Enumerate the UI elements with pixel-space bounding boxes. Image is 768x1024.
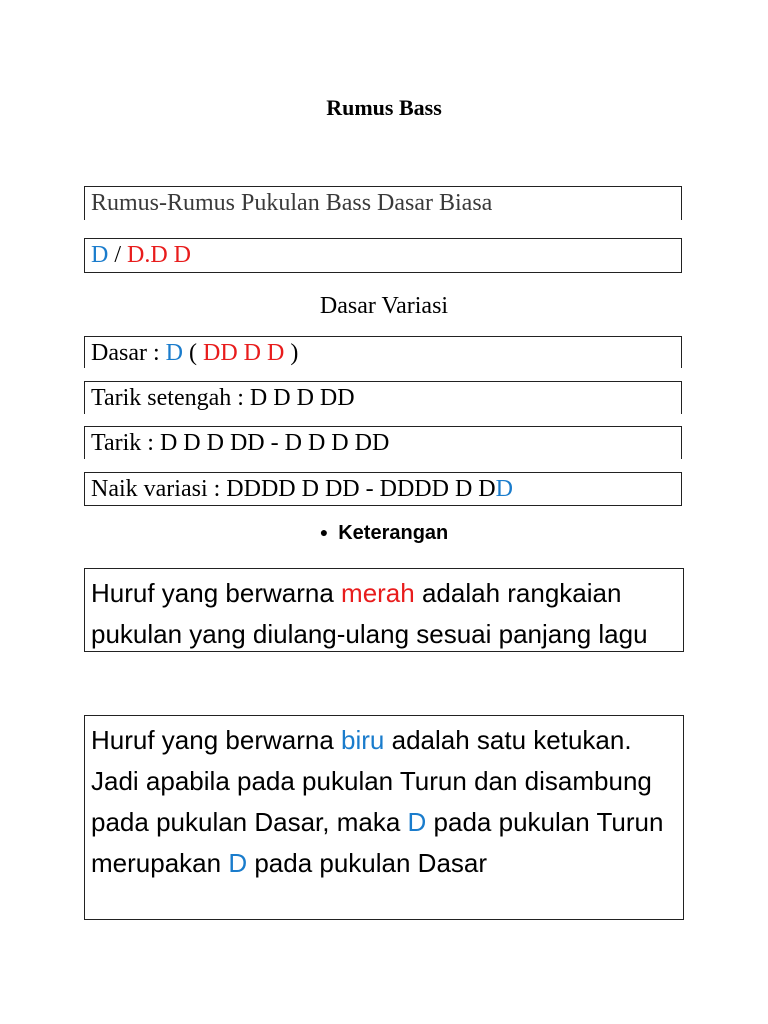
- header-box: Rumus-Rumus Pukulan Bass Dasar Biasa: [84, 186, 682, 220]
- note-2-part-2: adalah satu ketukan. Jadi apabila pada pukulan Turun dan disambung pada pukulan Dasar, maka: [91, 725, 652, 837]
- naik-variasi-black-part: Naik variasi : DDDD D DD - DDDD D D: [91, 476, 496, 502]
- keterangan-label: Keterangan: [338, 522, 449, 544]
- section-title: Dasar Variasi: [319, 293, 449, 319]
- pattern-red-part: D.D D: [127, 242, 192, 268]
- pattern-blue-part: D: [91, 242, 109, 268]
- note-2-part-4: pada pukulan Dasar: [247, 848, 488, 878]
- note-2-part-1: Huruf yang berwarna: [91, 725, 342, 755]
- tarik-box: Tarik : D D D DD - D D D DD: [84, 426, 682, 459]
- dasar-close-paren: ): [284, 340, 299, 366]
- dasar-red-part: DD D D: [202, 340, 285, 366]
- dasar-box: [84, 336, 682, 368]
- pattern-separator: /: [108, 242, 128, 268]
- dasar-prefix: Dasar :: [91, 340, 166, 366]
- tarik-setengah-box: Tarik setengah : D D D DD: [84, 381, 682, 414]
- dasar-blue-part: D: [165, 340, 183, 366]
- note-1-highlight: merah: [341, 578, 415, 608]
- note-1-before: Huruf yang berwarna: [91, 578, 342, 608]
- note-2-highlight-1: biru: [341, 725, 385, 755]
- naik-variasi-box: [84, 472, 682, 506]
- page-title: Rumus Bass: [326, 95, 442, 120]
- note-2-highlight-3: D: [228, 848, 248, 878]
- dasar-open-paren: (: [182, 340, 203, 366]
- note-2-part-3: pada pukulan Turun merupakan: [91, 807, 664, 878]
- pattern-box: [84, 238, 682, 273]
- note-red-box: [84, 568, 684, 652]
- keterangan-heading: [0, 522, 768, 545]
- note-1-after: adalah rangkaian pukulan yang diulang-ulang sesuai panjang lagu: [91, 578, 648, 649]
- naik-variasi-blue-part: D: [495, 476, 513, 502]
- note-2-highlight-2: D: [407, 807, 427, 837]
- bullet-icon: ●: [319, 524, 329, 540]
- note-blue-box: [84, 715, 684, 920]
